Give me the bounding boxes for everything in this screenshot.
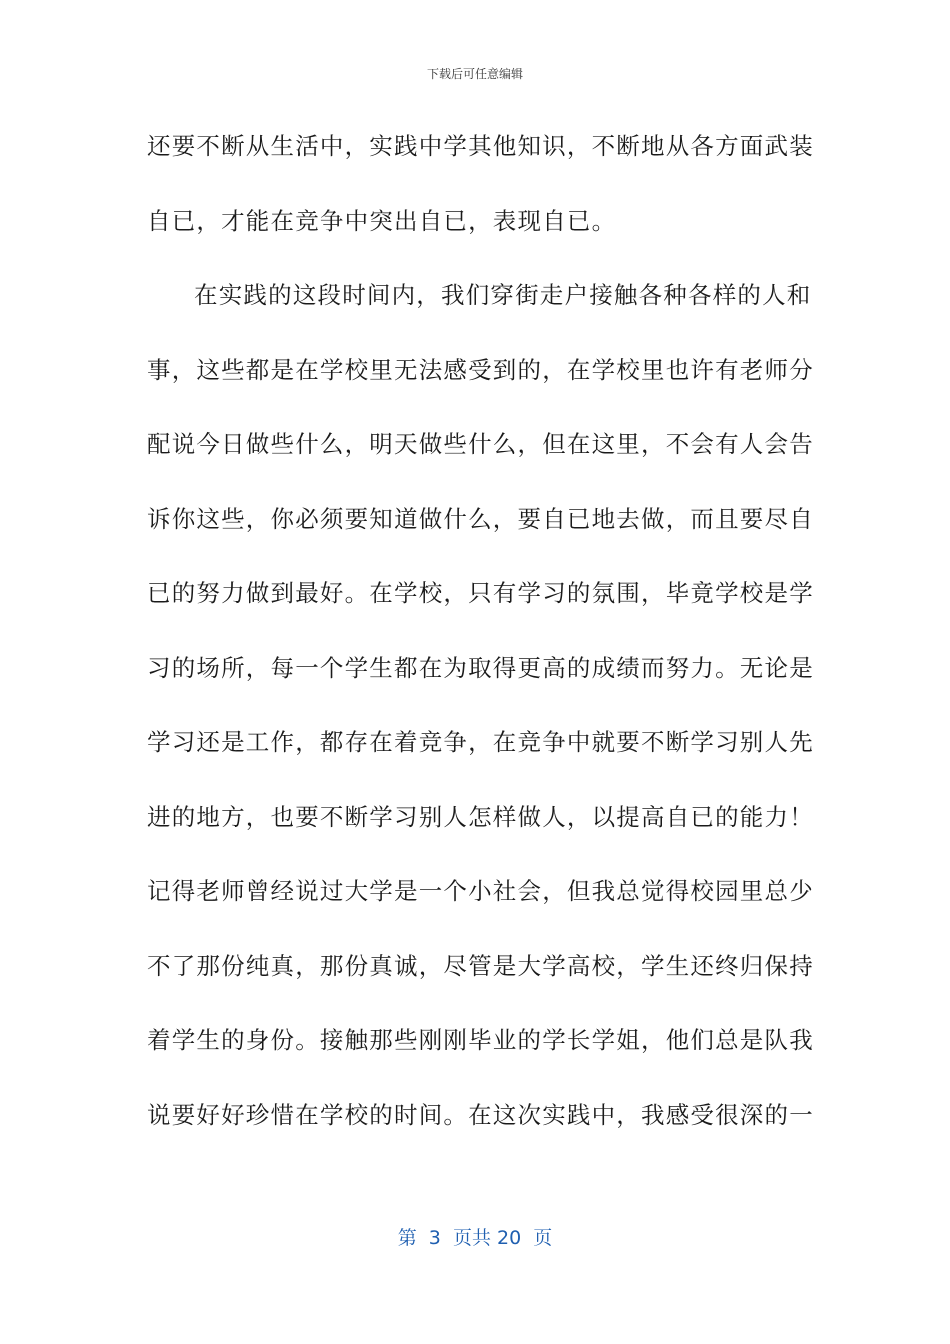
text-line: 记得老师曾经说过大学是一个小社会，但我总觉得校园里总少 — [147, 877, 814, 905]
text-line: 事，这些都是在学校里无法感受到的，在学校里也许有老师分 — [147, 355, 814, 384]
text-line: 着学生的身份。接触那些刚刚毕业的学长学姐，他们总是队我 — [147, 1026, 814, 1054]
header-note: 下载后可任意编辑 — [426, 67, 523, 81]
body-text — [147, 126, 814, 1169]
text-line: 还要不断从生活中，实践中学其他知识，不断地从各方面武装 — [147, 132, 814, 160]
page-number-footer: 第 3 页共 20 页 — [397, 1227, 553, 1249]
text-line: 学习还是工作，都存在着竞争，在竞争中就要不断学习别人先 — [147, 728, 814, 756]
text-line: 说要好好珍惜在学校的时间。在这次实践中，我感受很深的一 — [147, 1100, 814, 1129]
text-line: 进的地方，也要不断学习别人怎样做人，以提高自已的能力！ — [147, 802, 814, 831]
text-line: 自已，才能在竞争中突出自已，表现自已。 — [147, 206, 617, 235]
text-line: 诉你这些，你必须要知道做什么，要自已地去做，而且要尽自 — [147, 504, 814, 533]
text-line: 在实践的这段时间内，我们穿街走户接触各种各样的人和 — [194, 281, 812, 309]
text-line: 不了那份纯真，那份真诚，尽管是大学高校，学生还终归保持 — [147, 951, 814, 980]
text-line: 已的努力做到最好。在学校，只有学习的氛围，毕竟学校是学 — [147, 579, 814, 607]
text-line: 习的场所，每一个学生都在为取得更高的成绩而努力。无论是 — [147, 653, 814, 682]
text-line: 配说今日做些什么，明天做些什么，但在这里，不会有人会告 — [147, 430, 814, 458]
